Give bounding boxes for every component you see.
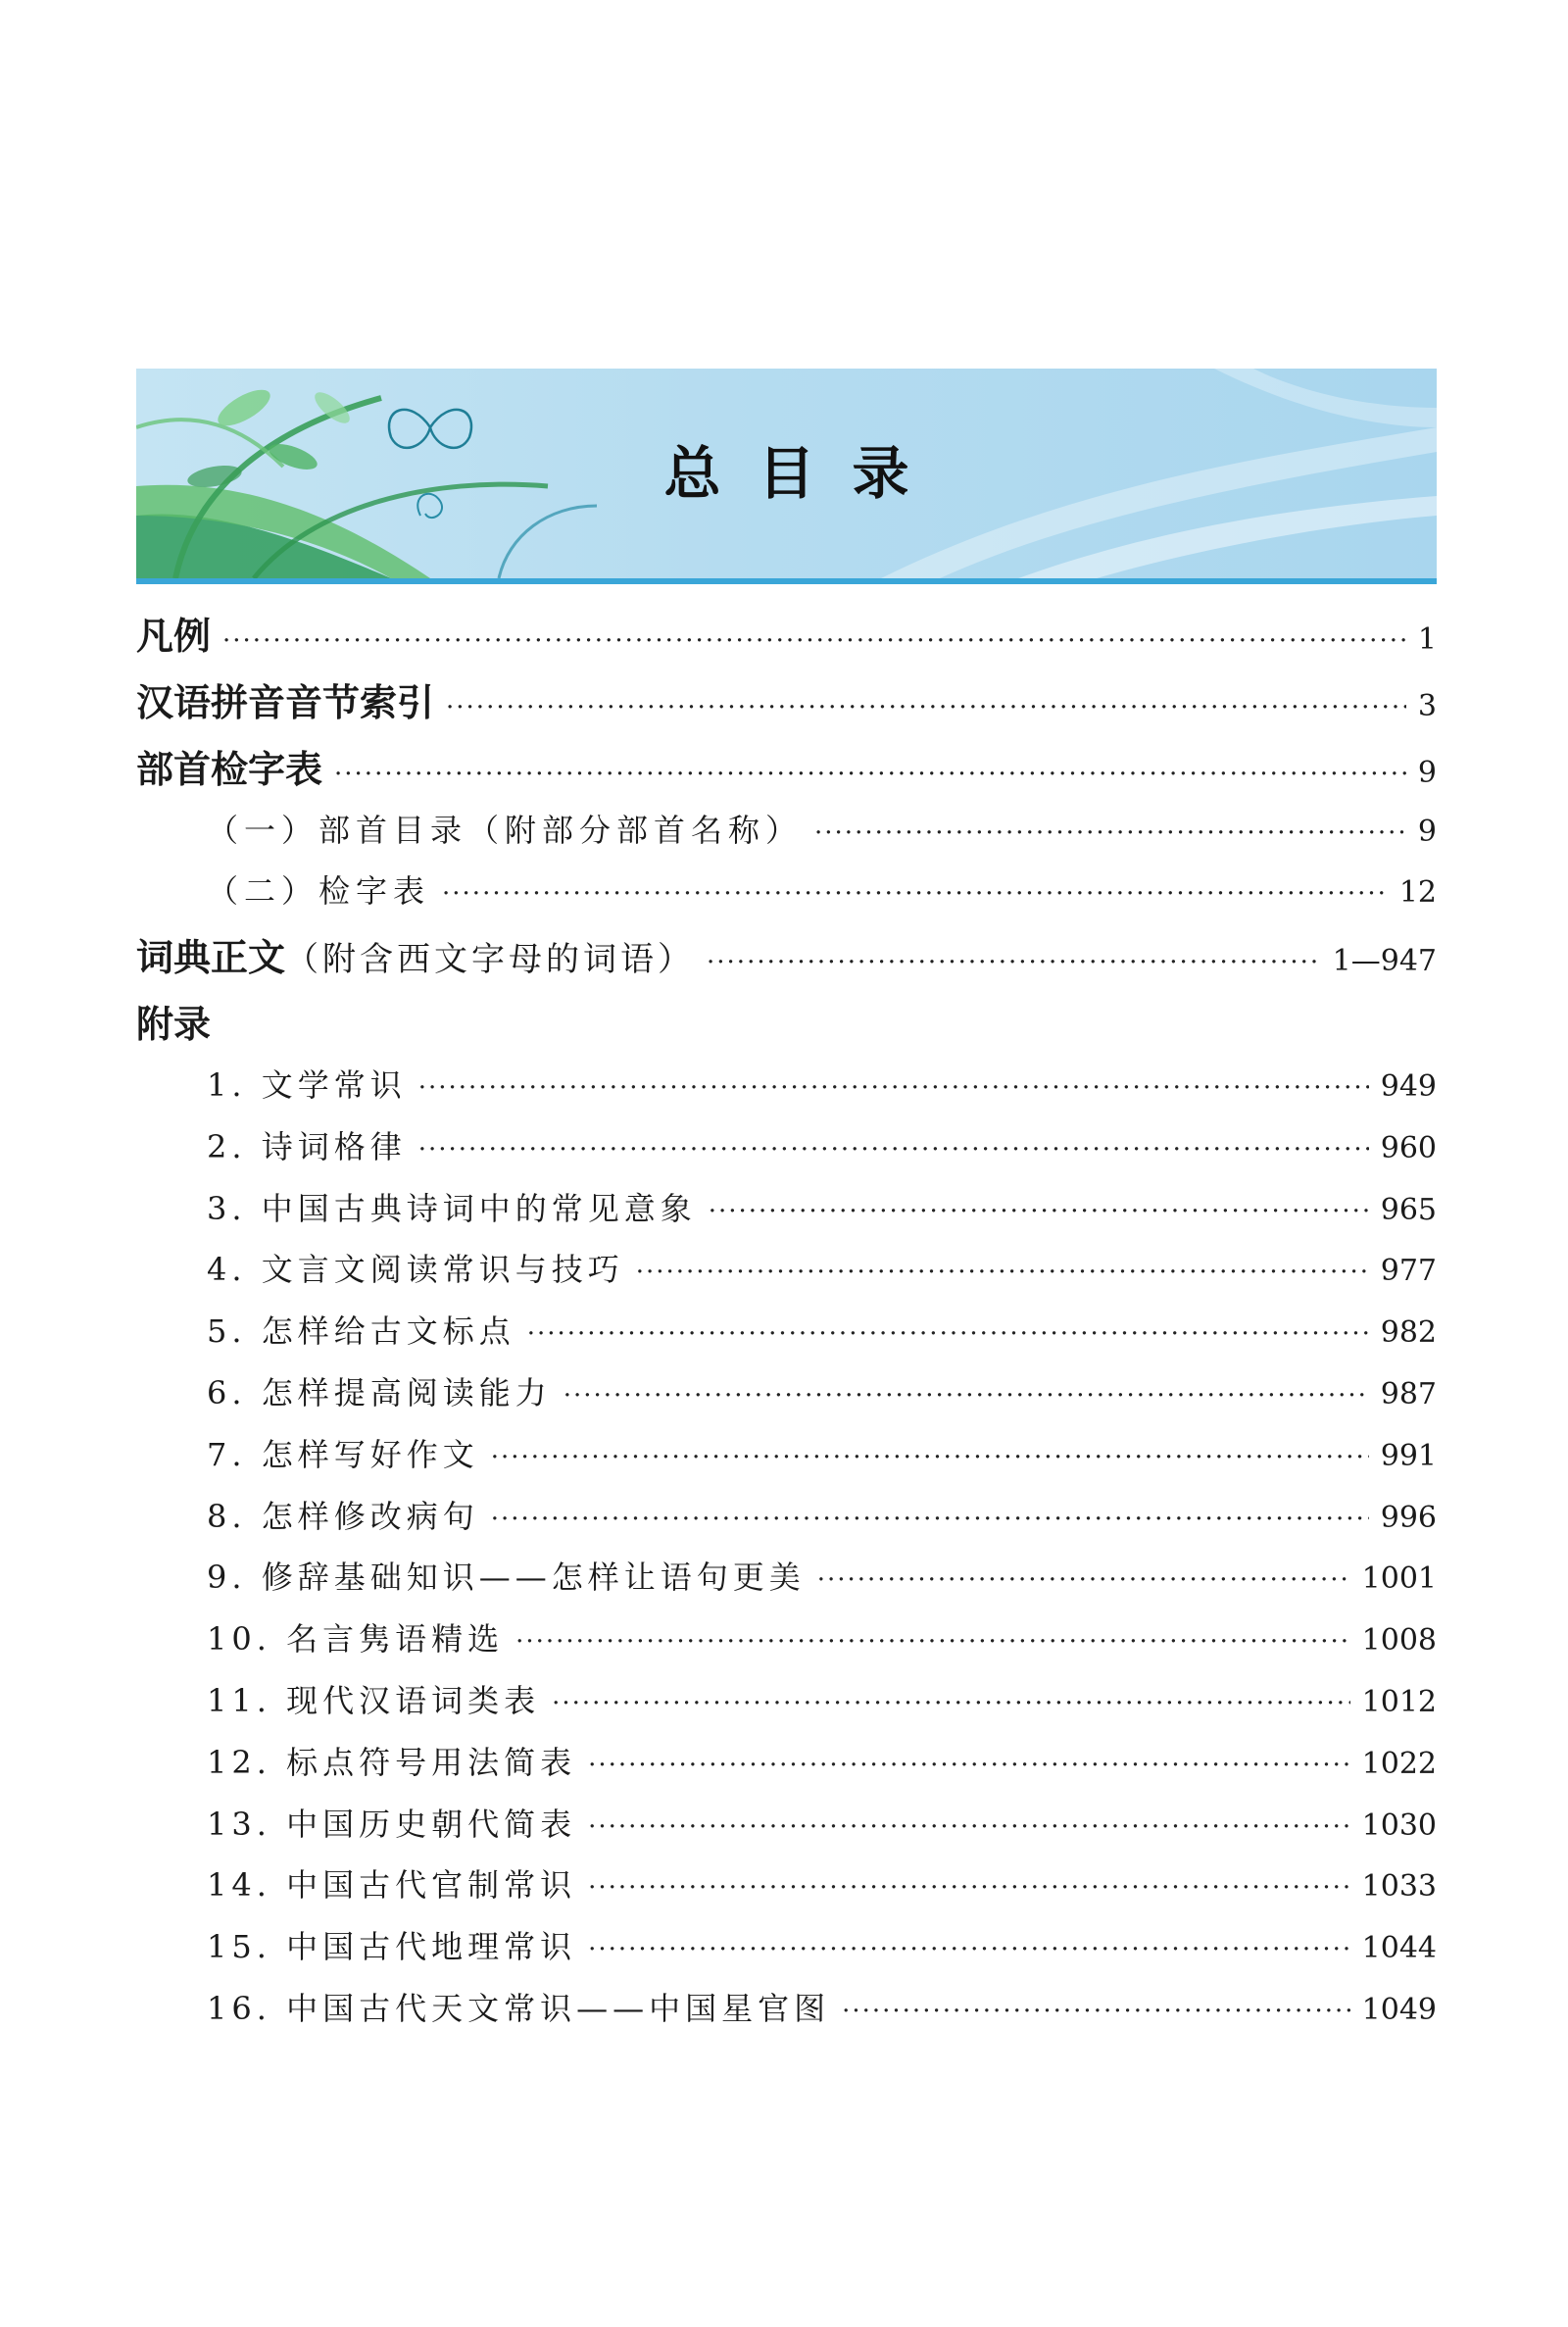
- dot-leader: [527, 1319, 1369, 1349]
- dot-leader: [709, 1197, 1369, 1226]
- appendix-item-page: 1001: [1361, 1561, 1437, 1597]
- appendix-item[interactable]: [136, 1800, 1437, 1861]
- appendix-item-page: 1049: [1361, 1992, 1437, 2027]
- toc-entry-page: 1: [1417, 622, 1437, 657]
- appendix-item-title: 4. 文言文阅读常识与技巧: [207, 1251, 624, 1289]
- toc-entry-page: 3: [1417, 689, 1437, 723]
- toc-entry-page: 12: [1398, 875, 1437, 910]
- appendix-item-page: 991: [1380, 1438, 1437, 1473]
- appendix-item-page: 982: [1380, 1315, 1437, 1351]
- appendix-item[interactable]: [136, 1492, 1437, 1554]
- dot-leader: [588, 1751, 1350, 1780]
- dictionary-note: （附含西文字母的词语）: [285, 940, 696, 979]
- dot-leader: [707, 948, 1321, 977]
- appendix-item-title: 11. 现代汉语词类表: [207, 1681, 541, 1719]
- dot-leader: [564, 1381, 1369, 1411]
- appendix-item-title: 3. 中国古典诗词中的常见意象: [207, 1189, 697, 1227]
- appendix-item-title: 8. 怎样修改病句: [207, 1497, 479, 1535]
- dot-leader: [491, 1505, 1369, 1534]
- appendix-item-title: 7. 怎样写好作文: [207, 1435, 479, 1473]
- appendix-item[interactable]: [136, 1553, 1437, 1614]
- appendix-item-title: 9. 修辞基础知识——怎样让语句更美: [207, 1559, 806, 1597]
- page-title: 总目录: [663, 440, 947, 507]
- dot-leader: [222, 626, 1406, 656]
- appendix-item-page: 977: [1380, 1254, 1437, 1289]
- appendix-item-title: 5. 怎样给古文标点: [207, 1312, 515, 1351]
- appendix-item-page: 949: [1380, 1069, 1437, 1104]
- toc-entry-radical-index[interactable]: [136, 739, 1437, 806]
- appendix-item[interactable]: [136, 1061, 1437, 1122]
- appendix-item-title: 15. 中国古代地理常识: [207, 1928, 577, 1966]
- appendix-item[interactable]: [136, 1676, 1437, 1738]
- toc-entry-title: [136, 927, 695, 981]
- dot-leader: [446, 693, 1406, 722]
- appendix-item-page: 1033: [1361, 1869, 1437, 1905]
- dot-leader: [588, 1812, 1350, 1842]
- dot-leader: [588, 1935, 1350, 1964]
- appendix-item-page: 1022: [1361, 1746, 1437, 1781]
- toc-entry-title: （二）检字表: [207, 872, 431, 910]
- dot-leader: [515, 1627, 1350, 1657]
- appendix-item-page: 987: [1380, 1376, 1437, 1411]
- toc-entry-page: 9: [1417, 815, 1437, 849]
- appendix-item-page: 1012: [1361, 1684, 1437, 1719]
- appendix-item[interactable]: [136, 1430, 1437, 1492]
- toc-entry-appendix: [136, 994, 1437, 1061]
- dot-leader: [334, 760, 1406, 789]
- appendix-item[interactable]: [136, 1984, 1437, 2046]
- dot-leader: [817, 1565, 1350, 1595]
- appendix-item[interactable]: [136, 1860, 1437, 1922]
- dot-leader: [418, 1135, 1369, 1164]
- appendix-item-page: 1030: [1361, 1807, 1437, 1843]
- dot-leader: [442, 879, 1388, 909]
- toc-entry-pinyin-index[interactable]: [136, 672, 1437, 739]
- appendix-item[interactable]: [136, 1245, 1437, 1307]
- appendix-item-title: 14. 中国古代官制常识: [207, 1866, 577, 1905]
- appendix-item[interactable]: [136, 1307, 1437, 1368]
- appendix-item[interactable]: [136, 1184, 1437, 1246]
- dot-leader: [814, 818, 1406, 848]
- dot-leader: [491, 1443, 1369, 1472]
- appendix-item-title: 12. 标点符号用法简表: [207, 1743, 577, 1781]
- toc-entry-title: 凡例: [136, 615, 212, 658]
- appendix-item-title: 2. 诗词格律: [207, 1127, 407, 1165]
- appendix-item[interactable]: [136, 1122, 1437, 1184]
- toc-entry-conventions[interactable]: [136, 606, 1437, 672]
- toc-entry-title: 汉语拼音音节索引: [136, 681, 435, 724]
- dot-leader: [588, 1873, 1350, 1903]
- title-banner: [136, 369, 1437, 578]
- dot-leader: [636, 1258, 1369, 1287]
- table-of-contents: [136, 606, 1437, 2046]
- appendix-item-title: 6. 怎样提高阅读能力: [207, 1373, 552, 1411]
- toc-entry-page: 9: [1417, 756, 1437, 790]
- appendix-item[interactable]: [136, 1614, 1437, 1676]
- appendix-item[interactable]: [136, 1738, 1437, 1800]
- appendix-title: 附录: [136, 1003, 212, 1046]
- appendix-item-page: 1008: [1361, 1623, 1437, 1659]
- appendix-item-title: 10. 名言隽语精选: [207, 1620, 505, 1659]
- title-rule: [136, 578, 1437, 584]
- appendix-item-title: 16. 中国古代天文常识——中国星官图: [207, 1989, 831, 2027]
- toc-subentry-radical-list[interactable]: [136, 806, 1437, 866]
- appendix-item-page: 960: [1380, 1130, 1437, 1165]
- dot-leader: [842, 1997, 1350, 2026]
- toc-entry-dictionary-body[interactable]: [136, 927, 1437, 994]
- appendix-item[interactable]: [136, 1922, 1437, 1984]
- appendix-item-page: 1044: [1361, 1931, 1437, 1966]
- appendix-item-page: 965: [1380, 1192, 1437, 1227]
- appendix-item-page: 996: [1380, 1500, 1437, 1535]
- dictionary-title: 词典正文: [136, 936, 286, 979]
- toc-entry-title: 部首检字表: [136, 748, 323, 791]
- toc-entry-title: （一）部首目录（附部分部首名称）: [207, 812, 804, 849]
- dot-leader: [418, 1073, 1369, 1103]
- toc-entry-page: 1—947: [1332, 944, 1437, 978]
- appendix-item-title: 1. 文学常识: [207, 1066, 407, 1104]
- toc-subentry-character-index[interactable]: [136, 866, 1437, 927]
- appendix-item[interactable]: [136, 1368, 1437, 1430]
- appendix-item-title: 13. 中国历史朝代简表: [207, 1805, 577, 1843]
- dot-leader: [552, 1689, 1350, 1718]
